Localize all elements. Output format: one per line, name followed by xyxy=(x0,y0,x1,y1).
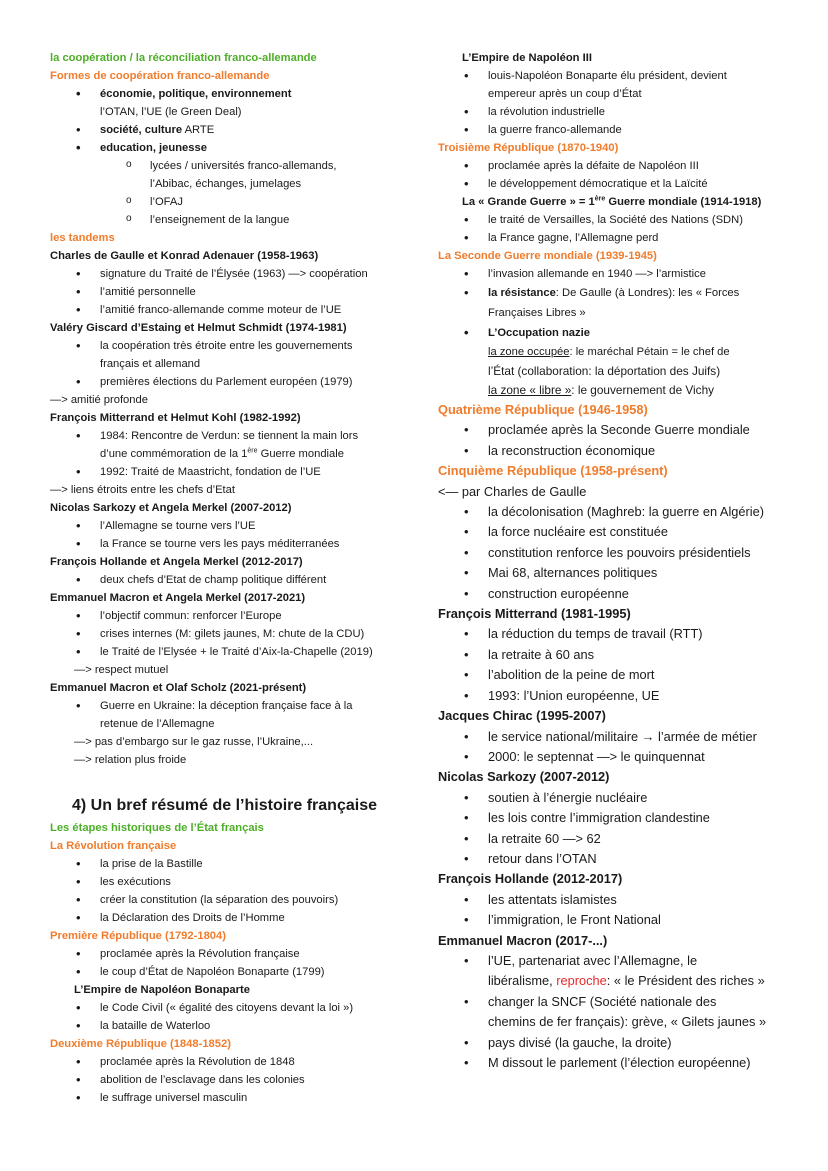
tandem-heading: François Hollande et Angela Merkel (2012-2017) xyxy=(50,556,303,568)
list-item xyxy=(50,121,400,139)
right-column xyxy=(438,49,793,1073)
list-item: • la coopération très étroite entre les gouvernements xyxy=(50,337,400,355)
bullet-list xyxy=(438,502,793,604)
sub-list-item: o l’enseignement de la langue xyxy=(50,211,400,229)
section-heading: la coopération / la réconciliation franco-allemande xyxy=(50,52,317,64)
bullet-list xyxy=(438,67,793,139)
text-part: : « le Président des riches » xyxy=(606,973,765,989)
text-part: d’une commémoration de la 1 xyxy=(100,448,248,460)
list-item: • le Traité de l’Elysée + le Traité d’Aix-la-Chapelle (2019) xyxy=(50,643,400,661)
period-heading: Deuxième République (1848-1852) xyxy=(50,1038,231,1050)
list-item: • Guerre en Ukraine: la déception française face à la xyxy=(50,697,400,715)
item-label: la résistance xyxy=(488,287,556,299)
underlined-term: la zone occupée xyxy=(488,346,570,358)
president-heading: Emmanuel Macron (2017-...) xyxy=(438,932,608,948)
list-item-continuation: empereur après un coup d’État xyxy=(488,88,642,100)
list-item-continuation: français et allemand xyxy=(100,358,201,370)
bullet-list xyxy=(50,571,400,589)
item-text: : le maréchal Pétain = le chef de xyxy=(569,346,730,358)
list-item: • les exécutions xyxy=(50,873,400,891)
list-item: • l’Allemagne se tourne vers l’UE xyxy=(50,517,400,535)
text-part: libéralisme, xyxy=(488,973,557,989)
bullet-list xyxy=(438,420,793,461)
bullet-list xyxy=(50,1053,400,1107)
underlined-term: la zone « libre » xyxy=(488,383,572,397)
list-item: • construction européenne xyxy=(438,584,793,604)
list-item: • économie, politique, environnement xyxy=(50,85,400,103)
list-item: • le traité de Versailles, la Société des Nations (SDN) xyxy=(438,211,793,229)
bullet-list xyxy=(50,999,400,1035)
tandem-heading: Emmanuel Macron et Olaf Scholz (2021-présent) xyxy=(50,682,307,694)
bullet-list xyxy=(438,788,793,870)
list-item: • la retraite 60 —> 62 xyxy=(438,829,793,849)
list-item: • l’UE, partenariat avec l’Allemagne, le xyxy=(438,951,793,971)
tandem-heading: François Mitterrand et Helmut Kohl (1982-1992) xyxy=(50,412,301,424)
list-item: • education, jeunesse xyxy=(50,139,400,157)
tandem-heading: Nicolas Sarkozy et Angela Merkel (2007-2012) xyxy=(50,502,292,514)
list-item: • abolition de l’esclavage dans les colonies xyxy=(50,1071,400,1089)
bullet-list xyxy=(50,265,400,319)
list-item: • le suffrage universel masculin xyxy=(50,1089,400,1107)
president-heading: François Hollande (2012-2017) xyxy=(438,871,623,887)
bullet-list xyxy=(50,607,400,661)
list-item: • l’invasion allemande en 1940 —> l’armistice xyxy=(438,265,793,283)
list-item-continuation xyxy=(50,445,400,463)
conclusion-line: —> amitié profonde xyxy=(50,394,148,406)
period-heading: Quatrième République (1946-1958) xyxy=(438,402,648,417)
list-item: • soutien à l’énergie nucléaire xyxy=(438,788,793,808)
sub-period-heading: L’Empire de Napoléon Bonaparte xyxy=(74,984,250,996)
list-item: • la Déclaration des Droits de l’Homme xyxy=(50,909,400,927)
list-item: • l’abolition de la peine de mort xyxy=(438,665,793,685)
list-item: • proclamée après la Révolution de 1848 xyxy=(50,1053,400,1071)
list-item-continuation: l’OTAN, l’UE (le Green Deal) xyxy=(100,106,242,118)
conclusion-line: —> pas d’embargo sur le gaz russe, l’Ukraine,... xyxy=(74,736,314,748)
president-heading: François Mitterrand (1981-1995) xyxy=(438,606,631,622)
list-item-continuation: chemins de fer français): grève, « Gilets jaunes » xyxy=(488,1014,767,1030)
period-heading: La Révolution française xyxy=(50,840,177,852)
list-item: • créer la constitution (la séparation des pouvoirs) xyxy=(50,891,400,909)
superscript: ère xyxy=(247,447,258,455)
item-text: : le gouvernement de Vichy xyxy=(571,383,715,397)
section-heading: Les étapes historiques de l’État français xyxy=(50,822,264,834)
period-heading: Première République (1792-1804) xyxy=(50,930,226,942)
period-heading: Troisième République (1870-1940) xyxy=(438,142,619,154)
bullet-list xyxy=(50,427,400,481)
bullet-list xyxy=(438,265,793,400)
list-item: • 2000: le septennat —> le quinquennat xyxy=(438,747,793,767)
left-column xyxy=(50,49,400,1107)
list-item-continuation: l’État (collaboration: la déportation des Juifs) xyxy=(488,364,721,378)
bullet-list xyxy=(438,727,793,768)
period-heading: La Seconde Guerre mondiale (1939-1945) xyxy=(438,250,657,262)
list-item: • la prise de la Bastille xyxy=(50,855,400,873)
list-item: • le service national/militaire → l’armée de métier xyxy=(438,727,793,747)
list-item: • la révolution industrielle xyxy=(438,103,793,121)
tandem-heading: Emmanuel Macron et Angela Merkel (2017-2021) xyxy=(50,592,306,604)
list-item: • la France se tourne vers les pays méditerranées xyxy=(50,535,400,553)
tandem-heading: Valéry Giscard d’Estaing et Helmut Schmidt (1974-1981) xyxy=(50,322,347,334)
note-line: <— par Charles de Gaulle xyxy=(438,483,587,499)
bullet-list xyxy=(50,855,400,927)
president-heading: Nicolas Sarkozy (2007-2012) xyxy=(438,769,610,785)
bullet-list xyxy=(50,337,400,391)
list-item: • Mai 68, alternances politiques xyxy=(438,563,793,583)
list-item: • proclamée après la Révolution française xyxy=(50,945,400,963)
bullet-list xyxy=(438,951,793,1073)
bullet-list xyxy=(438,890,793,931)
list-item: • pays divisé (la gauche, la droite) xyxy=(438,1033,793,1053)
list-item-continuation: Françaises Libres » xyxy=(488,307,586,319)
list-item: • M dissout le parlement (l’élection européenne) xyxy=(438,1053,793,1073)
list-item: • les attentats islamistes xyxy=(438,890,793,910)
conclusion-line: —> respect mutuel xyxy=(74,664,169,676)
list-item: • le développement démocratique et la Laïcité xyxy=(438,175,793,193)
tandem-heading: Charles de Gaulle et Konrad Adenauer (1958-1963) xyxy=(50,250,319,262)
list-item-continuation: retenue de l’Allemagne xyxy=(100,718,215,730)
list-item: • crises internes (M: gilets jaunes, M: chute de la CDU) xyxy=(50,625,400,643)
list-item: • 1992: Traité de Maastricht, fondation de l’UE xyxy=(50,463,400,481)
sub-list-item: o l’OFAJ xyxy=(50,193,400,211)
bullet-list xyxy=(438,624,793,706)
list-item: • premières élections du Parlement européen (1979) xyxy=(50,373,400,391)
conclusion-line: —> relation plus froide xyxy=(74,754,187,766)
highlighted-word: reproche xyxy=(556,973,607,989)
list-item: • constitution renforce les pouvoirs présidentiels xyxy=(438,543,793,563)
list-item: • la décolonisation (Maghreb: la guerre en Algérie) xyxy=(438,502,793,522)
subsection-heading: Formes de coopération franco-allemande xyxy=(50,70,270,82)
item-text: : De Gaulle (à Londres): les « Forces xyxy=(555,287,740,299)
sub-period-heading: L’Empire de Napoléon III xyxy=(462,52,592,64)
sub-list-item-continuation: l’Abibac, échanges, jumelages xyxy=(150,178,302,190)
sub-list-item: o lycées / universités franco-allemands, xyxy=(50,157,400,175)
list-item: • louis-Napoléon Bonaparte élu président, devient xyxy=(438,67,793,85)
list-item: • la guerre franco-allemande xyxy=(438,121,793,139)
list-item: • la retraite à 60 ans xyxy=(438,645,793,665)
sub-period-heading xyxy=(438,193,793,211)
list-item: • les lois contre l’immigration clandestine xyxy=(438,808,793,828)
list-item: • 1984: Rencontre de Verdun: se tiennent la main lors xyxy=(50,427,400,445)
list-item-continuation xyxy=(438,971,793,991)
bullet-list xyxy=(438,157,793,193)
list-item: • changer la SNCF (Société nationale des xyxy=(438,992,793,1012)
text-part: La « Grande Guerre » = 1 xyxy=(462,196,595,208)
subsection-heading: les tandems xyxy=(50,232,115,244)
list-item xyxy=(438,283,793,303)
list-item-continuation xyxy=(438,381,793,400)
list-item: • le coup d’État de Napoléon Bonaparte (1799) xyxy=(50,963,400,981)
conclusion-line: —> liens étroits entre les chefs d’Etat xyxy=(50,484,235,496)
list-item: • la réduction du temps de travail (RTT) xyxy=(438,624,793,644)
item-text: ARTE xyxy=(182,124,215,136)
bullet-list xyxy=(50,517,400,553)
bullet-list xyxy=(50,945,400,981)
bullet-list xyxy=(50,85,400,229)
list-item: • L’Occupation nazie xyxy=(438,323,793,343)
period-heading: Cinquième République (1958-présent) xyxy=(438,463,668,479)
list-item: • l’amitié franco-allemande comme moteur de l’UE xyxy=(50,301,400,319)
list-item: • l’amitié personnelle xyxy=(50,283,400,301)
bullet-list xyxy=(50,697,400,733)
list-item: • la France gagne, l’Allemagne perd xyxy=(438,229,793,247)
list-item-continuation xyxy=(438,343,793,362)
list-item: • l’objectif commun: renforcer l’Europe xyxy=(50,607,400,625)
list-item: • le Code Civil (« égalité des citoyens devant la loi ») xyxy=(50,999,400,1017)
item-label: société, culture xyxy=(100,124,183,136)
list-item: • la reconstruction économique xyxy=(438,441,793,461)
list-item: • la bataille de Waterloo xyxy=(50,1017,400,1035)
list-item: • la force nucléaire est constituée xyxy=(438,522,793,542)
list-item: • l’immigration, le Front National xyxy=(438,910,793,930)
chapter-heading: 4) Un bref résumé de l’histoire française xyxy=(72,797,377,814)
list-item: • signature du Traité de l’Élysée (1963) —> coopération xyxy=(50,265,400,283)
list-item: • deux chefs d’Etat de champ politique différent xyxy=(50,571,400,589)
text-part: Guerre mondiale xyxy=(257,448,344,460)
list-item: • 1993: l’Union européenne, UE xyxy=(438,686,793,706)
president-heading: Jacques Chirac (1995-2007) xyxy=(438,708,606,724)
list-item: • proclamée après la Seconde Guerre mondiale xyxy=(438,420,793,440)
bullet-list xyxy=(438,211,793,247)
superscript: ère xyxy=(594,195,606,203)
list-item: • retour dans l’OTAN xyxy=(438,849,793,869)
text-part: Guerre mondiale (1914-1918) xyxy=(605,196,762,208)
list-item: • proclamée après la défaite de Napoléon III xyxy=(438,157,793,175)
